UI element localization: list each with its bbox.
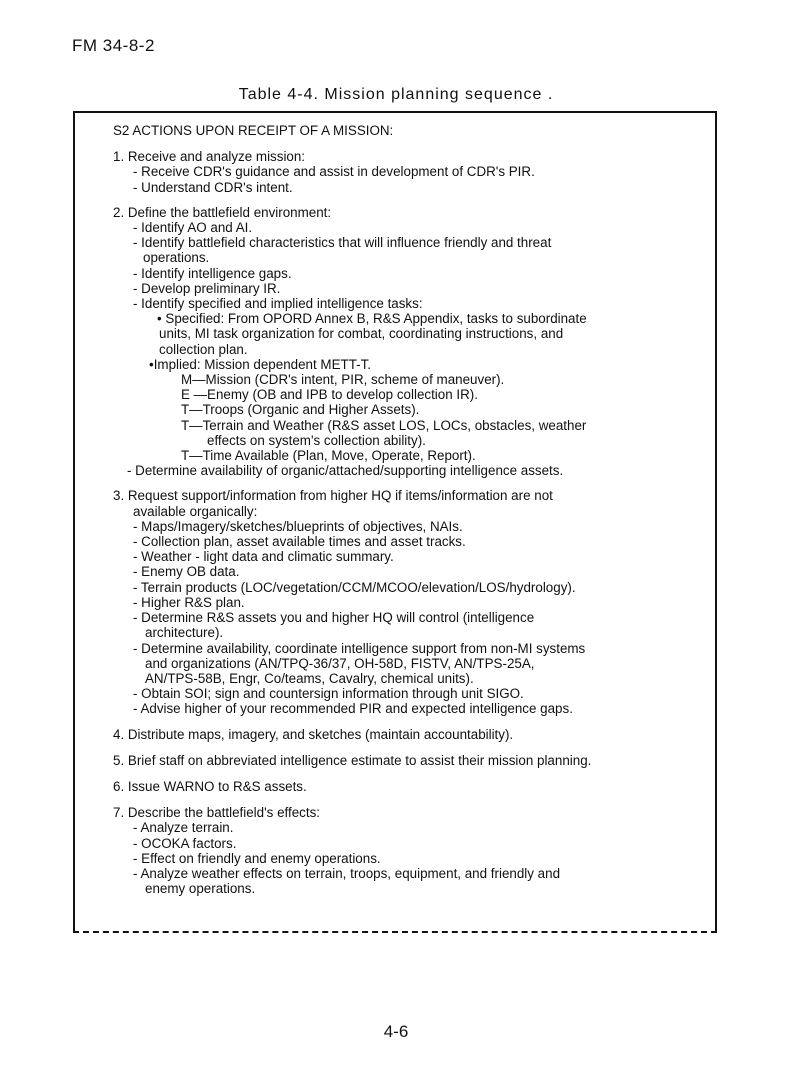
list-line: - Develop preliminary IR. [133, 280, 281, 296]
list-line: - Advise higher of your recommended PIR and expected intelligence gaps. [133, 701, 573, 717]
list-line: 6. Issue WARNO to R&S assets. [113, 778, 307, 794]
list-line: 4. Distribute maps, imagery, and sketches (maintain accountability). [113, 726, 514, 742]
list-line: - Enemy OB data. [133, 564, 240, 580]
list-item-2 [113, 205, 705, 479]
list-line: AN/TPS-58B, Engr, Co/teams, Cavalry, chemical units). [145, 670, 474, 686]
list-line: •Implied: Mission dependent METT-T. [149, 356, 372, 372]
list-item-4 [113, 727, 705, 742]
list-line: - Obtain SOI; sign and countersign information through unit SIGO. [133, 686, 524, 702]
list-line: - Determine availability, coordinate intelligence support from non-MI systems [133, 640, 586, 656]
list-item-6 [113, 779, 705, 794]
list-line: - Higher R&S plan. [133, 594, 245, 610]
list-line: - Weather - light data and climatic summary. [133, 549, 394, 565]
list-line: effects on system's collection ability). [207, 432, 426, 448]
list-line: units, MI task organization for combat, coordinating instructions, and [159, 326, 564, 342]
list-line: operations. [143, 250, 210, 266]
list-line: - Collection plan, asset available times and asset tracks. [133, 534, 466, 550]
list-line: 7. Describe the battlefield's effects: [113, 805, 320, 821]
list-line: - Terrain products (LOC/vegetation/CCM/MCOO/elevation/LOS/hydrology). [133, 579, 576, 595]
list-line: - Analyze weather effects on terrain, troops, equipment, and friendly and [133, 865, 561, 881]
document-header: FM 34-8-2 [72, 36, 155, 55]
list-line: - Effect on friendly and enemy operations. [133, 850, 381, 866]
list-line: collection plan. [159, 341, 248, 357]
list-line: - Determine availability of organic/attached/supporting intelligence assets. [127, 463, 564, 479]
list-item-1 [113, 149, 705, 195]
table-box [73, 111, 717, 933]
list-line: - Identify intelligence gaps. [133, 265, 292, 281]
list-line: - Identify specified and implied intelligence tasks: [133, 296, 423, 312]
list-line: enemy operations. [145, 881, 256, 897]
page-number: 4-6 [383, 1022, 409, 1041]
list-line: - Determine R&S assets you and higher HQ will control (intelligence [133, 610, 535, 626]
list-line: • Specified: From OPORD Annex B, R&S Appendix, tasks to subordinate [157, 311, 587, 327]
list-line: 1. Receive and analyze mission: [113, 149, 306, 165]
list-line: 3. Request support/information from higher HQ if items/information are not [113, 488, 553, 504]
list-line: M—Mission (CDR's intent, PIR, scheme of maneuver). [181, 372, 505, 388]
list-line: - OCOKA factors. [133, 835, 237, 851]
table-content [113, 123, 705, 906]
list-line: - Maps/Imagery/sketches/blueprints of objectives, NAIs. [133, 518, 463, 534]
list-line: available organically: [133, 503, 258, 519]
list-line: - Identify AO and AI. [133, 220, 253, 236]
list-line: architecture). [145, 625, 224, 641]
list-item-5 [113, 753, 705, 768]
list-line: E —Enemy (OB and IPB to develop collection IR). [181, 387, 478, 403]
list-line: T—Troops (Organic and Higher Assets). [181, 402, 420, 418]
list-line: - Analyze terrain. [133, 820, 234, 836]
list-item-3 [113, 488, 705, 716]
list-line: - Receive CDR's guidance and assist in development of CDR's PIR. [133, 164, 535, 180]
list-line: 2. Define the battlefield environment: [113, 204, 332, 220]
list-line: T—Time Available (Plan, Move, Operate, Report). [181, 448, 476, 464]
list-line: - Understand CDR's intent. [133, 179, 293, 195]
list-line: 5. Brief staff on abbreviated intelligence estimate to assist their mission planning. [113, 752, 592, 768]
list-line: - Identify battlefield characteristics that will influence friendly and threat [133, 235, 552, 251]
table-title: Table 4-4. Mission planning sequence . [238, 86, 554, 103]
table-heading: S2 ACTIONS UPON RECEIPT OF A MISSION: [113, 123, 394, 138]
list-line: and organizations (AN/TPQ-36/37, OH-58D, FISTV, AN/TPS-25A, [145, 655, 535, 671]
list-item-7 [113, 805, 705, 896]
list-line: T—Terrain and Weather (R&S asset LOS, LOCs, obstacles, weather [181, 417, 587, 433]
